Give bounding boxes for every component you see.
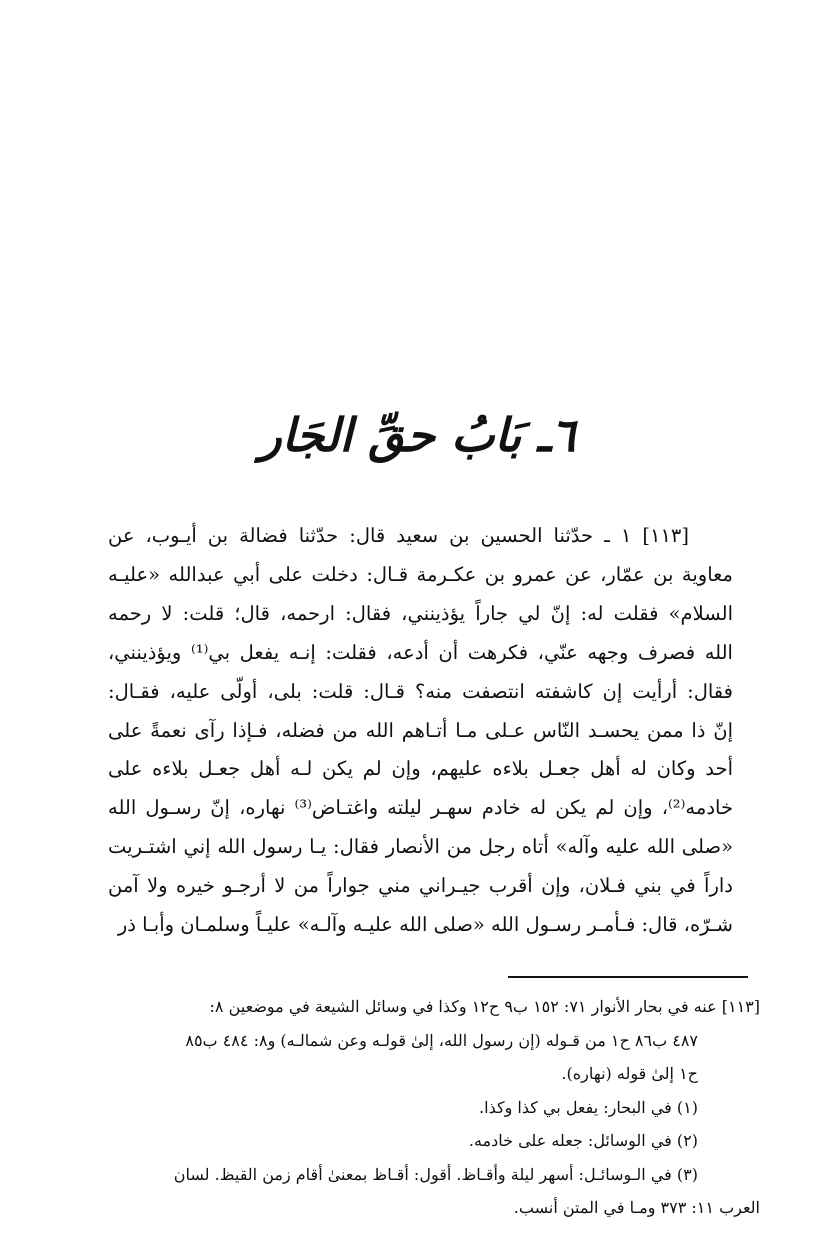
footnote-source: [١١٣] عنه في بحار الأنوار ٧١: ١٥٢ ب٩ ح١٢ وكذا في وسائل الشيعة في موضعين ٨: — [209, 997, 760, 1016]
body-line: الله فصرف وجهه عنّي، فكرهت أن أدعه، فقلت: إنـه يفعل بي⁽¹⁾ ويؤذينني، — [108, 640, 733, 664]
footnote-separator — [508, 976, 748, 978]
body-line: «صلى الله عليه وآله» أتاه رجل من الأنصار فقال: يـا رسول الله إني اشتـريت — [108, 835, 733, 859]
body-text — [108, 517, 733, 945]
body-line: فقال: أرأيت إن كاشفته انتصفت منه؟ قـال: قلت: بلى، أولّى عليه، فقـال: — [108, 679, 733, 703]
footnote-2: (٢) في الوسائل: جعله على خادمه. — [468, 1131, 698, 1150]
body-line: إنّ ذا ممن يحسـد النّاس عـلى مـا أتـاهم الله من فضله، فـإذا رآى نعمةً على — [108, 718, 733, 742]
body-line: أحد وكان له أهل جعـل بلاءه عليهم، وإن لم يكن لـه أهل جعـل بلاءه على — [108, 757, 733, 781]
footnotes — [80, 990, 760, 1225]
footnote-3: (٣) في الـوسائـل: أسهر ليلة وأقـاظ. أقول: أقـاظ بمعنىٰ أقام زمن القيظ. لسان — [173, 1164, 698, 1184]
body-line: السلام» فقلت له: إنّ لي جاراً يؤذينني، فقال: ارحمه، قال؛ قلت: لا رحمه — [108, 601, 733, 625]
chapter-title: ٦ـ بَابُ حقِّ الجَار — [259, 408, 576, 462]
footnote-source-cont: ح١ إلىٰ قوله (نهاره). — [561, 1064, 698, 1083]
body-line: [١١٣] ١ ـ حدّثنا الحسين بن سعيد قال: حدّثنا فضالة بن أيـوب، عن — [108, 524, 690, 547]
footnote-3-cont: العرب ١١: ٣٧٣ ومـا في المتن أنسب. — [513, 1198, 760, 1217]
footnote-source-cont: ٤٨٧ ب٨٦ ح١ من قـوله (إن رسول الله، إلىٰ قولـه وعن شمالـه) و٨: ٤٨٤ ب٨٥ — [185, 1030, 698, 1050]
footnote-1: (١) في البحار: يفعل بي كذا وكذا. — [479, 1097, 698, 1117]
body-line: خادمه⁽²⁾، وإن لم يكن له خادم سهـر ليلته واغتـاض⁽³⁾ نهاره، إنّ رسـول الله — [108, 796, 733, 820]
body-line: شـرّه، قال: فـأمـر رسـول الله «صلى الله عليـه وآلـه» عليـاً وسلمـان وأبـا ذر — [117, 913, 733, 937]
body-line: داراً في بني فـلان، وإن أقرب جيـراني مني جواراً من لا أرجـو خيره ولا آمن — [108, 874, 733, 898]
body-line: معاوية بن عمّار، عن عمرو بن عكـرمة قـال: دخلت على أبي عبدالله «عليـه — [108, 562, 733, 586]
